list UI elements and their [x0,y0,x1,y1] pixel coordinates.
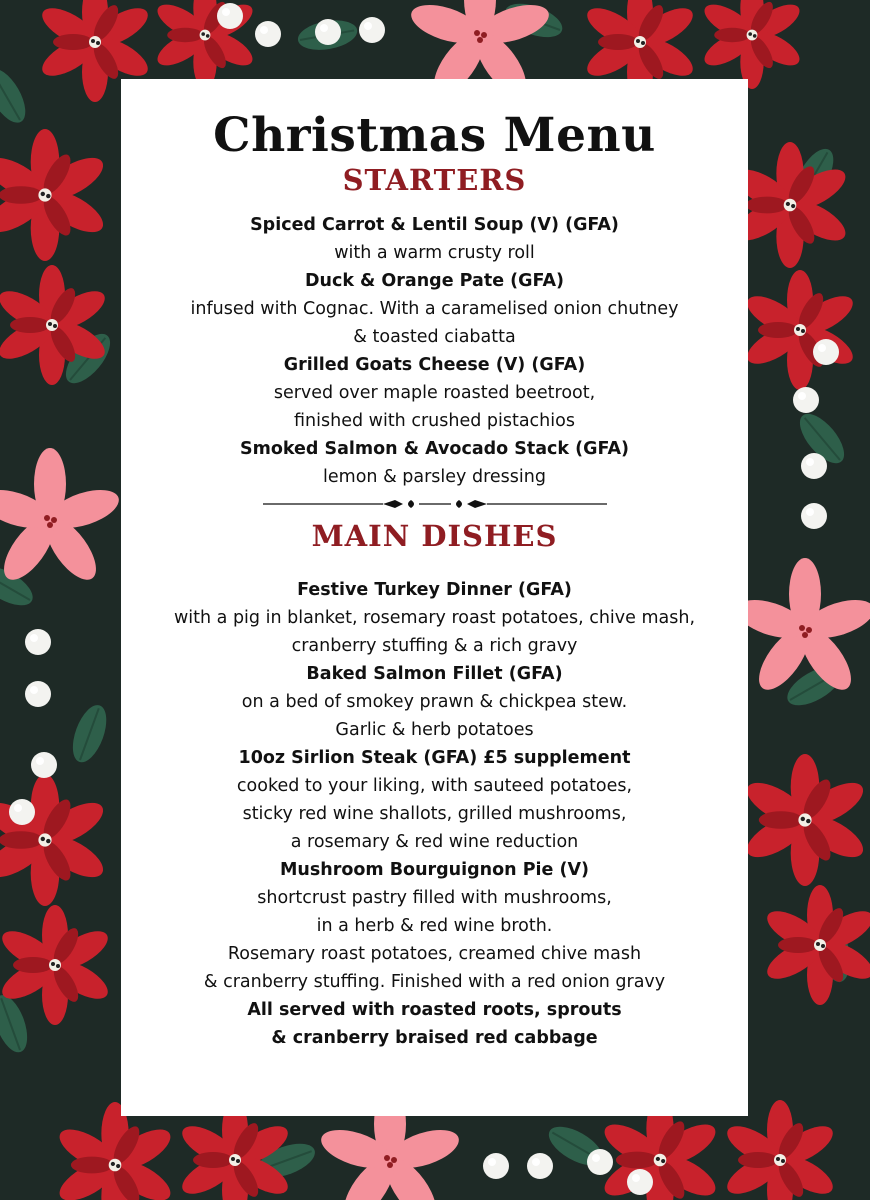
menu-item [121,744,748,856]
dish-name: Grilled Goats Cheese (V) (GFA) [283,355,586,375]
dish-description: Garlic & herb potatoes [335,720,534,740]
dish-description: & cranberry stuffing. Finished with a red onion gravy [203,972,666,992]
menu-item [121,660,748,744]
dish-description: sticky red wine shallots, grilled mushrooms, [242,804,627,824]
dish-name: Baked Salmon Fillet (GFA) [306,664,563,684]
dish-description: & toasted ciabatta [353,327,516,347]
starters-heading: STARTERS [342,163,527,197]
menu-title: Christmas Menu [213,108,656,163]
dish-description: cranberry stuffing & a rich gravy [291,636,578,656]
dish-description: lemon & parsley dressing [323,467,546,487]
dish-description: cooked to your liking, with sauteed potatoes, [236,776,633,796]
main-dishes-list [121,576,748,996]
dish-description: served over maple roasted beetroot, [273,383,596,403]
dish-description: on a bed of smokey prawn & chickpea stew. [241,692,628,712]
menu-card [121,79,748,1116]
menu-item [121,351,748,435]
starters-list [121,211,748,491]
dish-name: Duck & Orange Pate (GFA) [304,271,565,291]
dish-description: Rosemary roast potatoes, creamed chive mash [227,944,642,964]
dish-description: with a warm crusty roll [334,243,535,263]
dish-description: infused with Cognac. With a caramelised onion chutney [190,299,679,319]
dish-description: a rosemary & red wine reduction [290,832,579,852]
dish-description: finished with crushed pistachios [294,411,575,431]
ornamental-divider [121,497,748,511]
dish-name: Spiced Carrot & Lentil Soup (V) (GFA) [250,215,619,235]
menu-item [121,211,748,267]
menu-item [121,856,748,996]
footer-line: All served with roasted roots, sprouts [247,1000,622,1020]
served-with-note [121,996,748,1052]
footer-line: & cranberry braised red cabbage [271,1028,598,1048]
dish-name: 10oz Sirlion Steak (GFA) £5 supplement [238,748,631,768]
menu-item [121,576,748,660]
main-dishes-heading: MAIN DISHES [311,519,558,553]
dish-name: Mushroom Bourguignon Pie (V) [279,860,590,880]
menu-item [121,435,748,491]
dish-description: shortcrust pastry filled with mushrooms, [257,888,612,908]
dish-name: Festive Turkey Dinner (GFA) [297,580,572,600]
dish-description: with a pig in blanket, rosemary roast potatoes, chive mash, [173,608,696,628]
menu-item [121,267,748,351]
dish-name: Smoked Salmon & Avocado Stack (GFA) [240,439,629,459]
dish-description: in a herb & red wine broth. [316,916,553,936]
